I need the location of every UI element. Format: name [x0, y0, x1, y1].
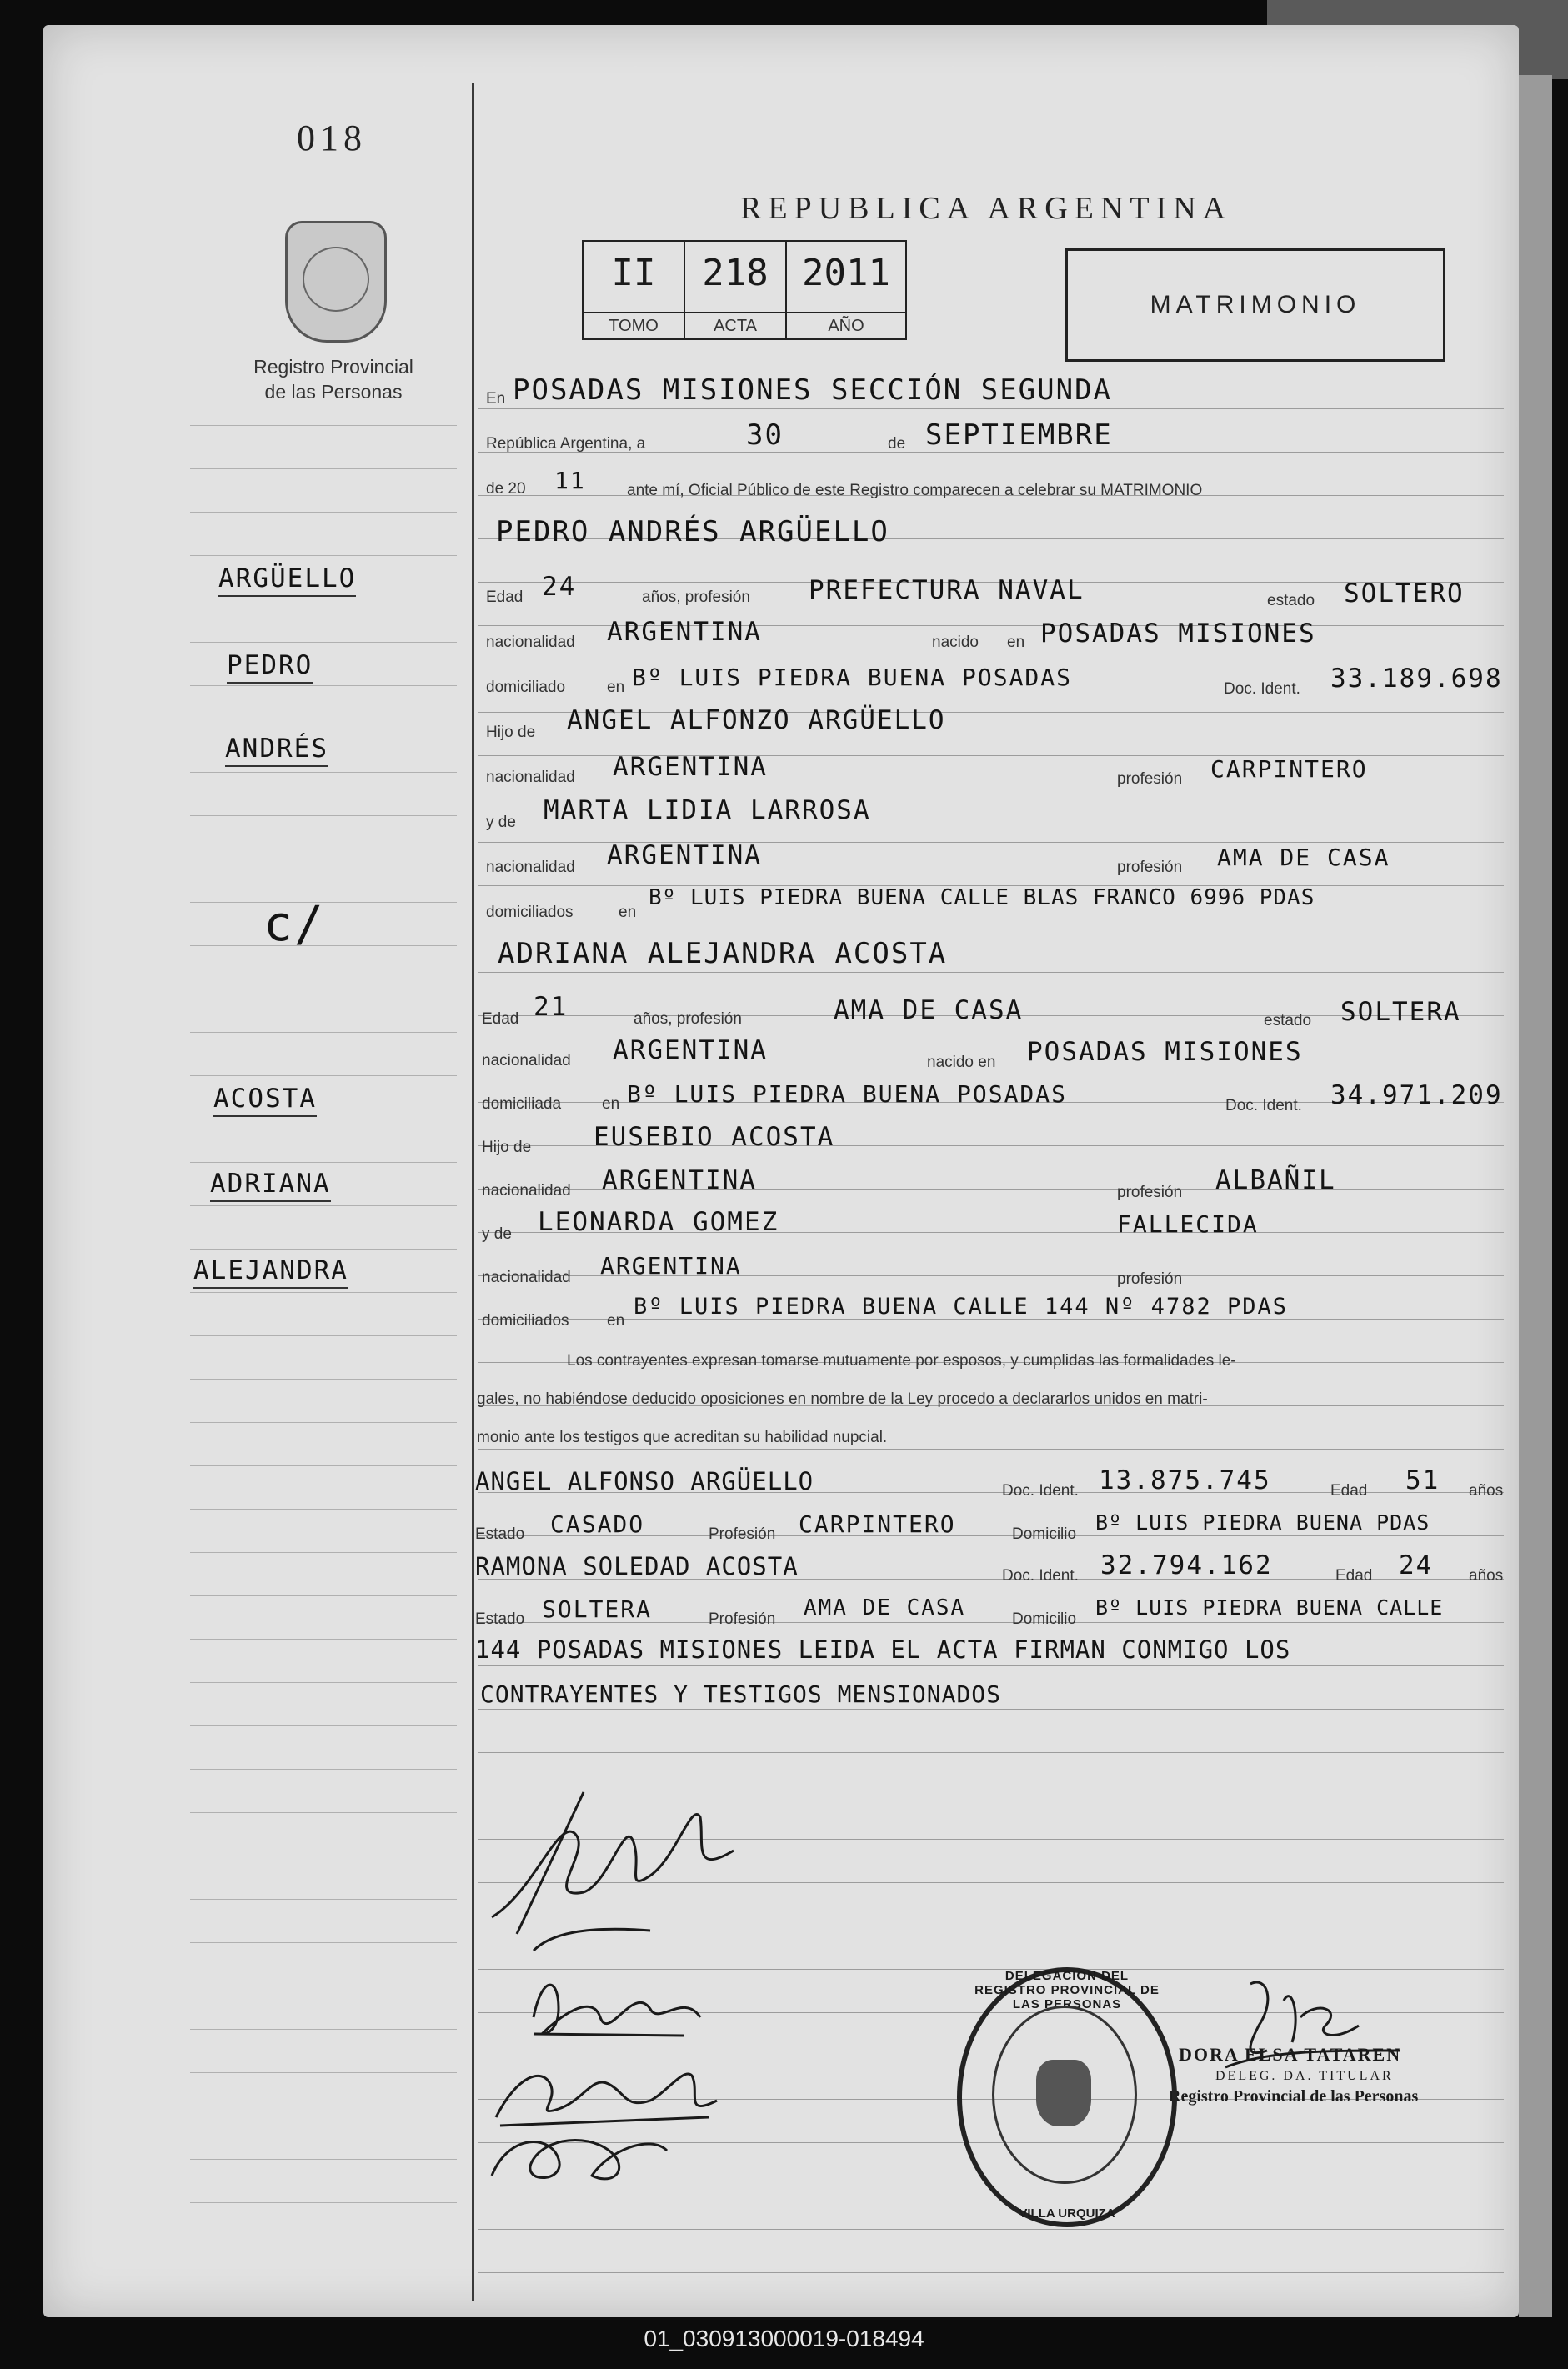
witness1-doc-label: Doc. Ident.: [1002, 1482, 1079, 1500]
witness1-address: Bº LUIS PIEDRA BUENA PDAS: [1095, 1510, 1430, 1535]
margin-ruled-line: [190, 2202, 457, 2203]
groom-domiciliados-en-label: en: [619, 904, 637, 921]
bride-father-nat: ARGENTINA: [602, 1165, 757, 1195]
ruled-line: [478, 972, 1504, 973]
official-office: Registro Provincial de las Personas: [1169, 2087, 1419, 2106]
groom-edad-label: Edad: [486, 588, 524, 606]
margin-ruled-line: [190, 772, 457, 773]
groom-born: POSADAS MISIONES: [1040, 619, 1316, 649]
witness1-doc: 13.875.745: [1099, 1465, 1271, 1495]
witness2-doc: 32.794.162: [1100, 1550, 1273, 1580]
witness2-profesion-label: Profesión: [709, 1610, 776, 1628]
bride-father-prof: ALBAÑIL: [1215, 1165, 1336, 1195]
place-value: POSADAS MISIONES SECCIÓN SEGUNDA: [513, 373, 1113, 407]
margin-ruled-line: [190, 2029, 457, 2030]
acta-cell: [685, 242, 787, 338]
margin-ruled-line: [190, 468, 457, 469]
margin-ruled-line: [190, 1725, 457, 1726]
official-name: DORA ELSA TATAREN: [1179, 2044, 1402, 2065]
groom-domiciliados-label: domiciliados: [486, 904, 574, 921]
margin-groom-name1: PEDRO: [227, 650, 313, 684]
margin-ruled-line: [190, 1595, 457, 1596]
margin-bride-name2: ALEJANDRA: [193, 1255, 348, 1289]
witness1-age: 51: [1405, 1465, 1440, 1495]
margin-ruled-line: [190, 555, 457, 556]
margin-ruled-line: [190, 512, 457, 513]
margin-ruled-line: [190, 815, 457, 816]
witness2-anos-label: años: [1469, 1567, 1504, 1585]
margin-conj: c/: [263, 895, 325, 952]
registry-line-2: de las Personas: [264, 381, 403, 403]
groom-mother-nat-label: nacionalidad: [486, 859, 575, 876]
bride-domiciliados-en-label: en: [607, 1312, 625, 1330]
ruled-line: [478, 1449, 1504, 1450]
margin-ruled-line: [190, 1682, 457, 1683]
groom-estado-label: estado: [1267, 592, 1315, 609]
bride-full-name: ADRIANA ALEJANDRA ACOSTA: [498, 937, 948, 970]
groom-domiciliado-label: domiciliado: [486, 679, 566, 696]
ruled-line: [478, 2229, 1504, 2230]
bride-hijo-label: Hijo de: [482, 1139, 532, 1156]
ruled-line: [478, 1709, 1504, 1710]
bride-father-nat-label: nacionalidad: [482, 1182, 571, 1200]
year-prefix: de 20: [486, 480, 526, 498]
ruled-line: [478, 2272, 1504, 2273]
groom-mother-prof: AMA DE CASA: [1217, 844, 1390, 871]
groom-parents-address: Bº LUIS PIEDRA BUENA CALLE BLAS FRANCO 6996 PDAS: [649, 885, 1315, 910]
witness2-age: 24: [1399, 1550, 1434, 1580]
anio-value: 2011: [802, 252, 890, 294]
bride-mother-nat-label: nacionalidad: [482, 1269, 571, 1286]
witness2-address: Bº LUIS PIEDRA BUENA CALLE: [1095, 1595, 1444, 1620]
anio-label: AÑO: [787, 312, 905, 338]
de-label: de: [888, 435, 906, 453]
bride-born: POSADAS MISIONES: [1027, 1037, 1303, 1067]
republica-label: República Argentina, a: [486, 435, 646, 453]
witness1-status: CASADO: [550, 1510, 645, 1538]
groom-nacido-label: nacido: [932, 634, 979, 651]
margin-ruled-line: [190, 642, 457, 643]
stamp-bottom-text: VILLA URQUIZA: [1019, 2206, 1115, 2221]
groom-nacido-en-label: en: [1007, 634, 1025, 651]
registry-line-1: Registro Provincial: [253, 356, 413, 378]
witness1-profession: CARPINTERO: [799, 1510, 956, 1538]
year-suffix: 11: [554, 467, 586, 494]
groom-mother: MARTA LIDIA LARROSA: [544, 795, 871, 825]
bride-mother-prof-label: profesión: [1117, 1270, 1183, 1288]
margin-ruled-line: [190, 1899, 457, 1900]
bride-father: EUSEBIO ACOSTA: [594, 1122, 835, 1152]
margin-ruled-line: [190, 1032, 457, 1033]
declaration-line-2: gales, no habiéndose deducido oposiciones en nombre de la Ley procedo a declararlos unidos en matri-: [477, 1390, 1208, 1408]
margin-bride-surname: ACOSTA: [213, 1084, 317, 1117]
footer-code: 01_030913000019-018494: [644, 2326, 924, 2351]
acta-label: ACTA: [685, 312, 785, 338]
margin-ruled-line: [190, 425, 457, 426]
bride-nacionalidad-label: nacionalidad: [482, 1052, 571, 1069]
margin-ruled-line: [190, 1769, 457, 1770]
republic-title: REPUBLICA ARGENTINA: [740, 191, 1233, 226]
margin-ruled-line: [190, 1552, 457, 1553]
groom-y-de-label: y de: [486, 814, 516, 831]
margin-ruled-line: [190, 1335, 457, 1336]
groom-mother-prof-label: profesión: [1117, 859, 1183, 876]
groom-age: 24: [542, 572, 577, 602]
margin-ruled-line: [190, 1292, 457, 1293]
margin-ruled-line: [190, 1205, 457, 1206]
groom-hijo-label: Hijo de: [486, 724, 536, 741]
ruled-line: [478, 408, 1504, 409]
signatures-icon: [483, 1767, 834, 2184]
ruled-line: [478, 1752, 1504, 1753]
margin-ruled-line: [190, 1075, 457, 1076]
tomo-cell: [584, 242, 685, 338]
bride-doc-label: Doc. Ident.: [1225, 1097, 1302, 1114]
margin-ruled-line: [190, 685, 457, 686]
bride-edad-label: Edad: [482, 1010, 519, 1028]
margin-ruled-line: [190, 2159, 457, 2160]
witness1-profesion-label: Profesión: [709, 1525, 776, 1543]
en-label: En: [486, 390, 506, 408]
month-value: SEPTIEMBRE: [925, 418, 1113, 452]
registry-name: [225, 354, 442, 404]
groom-doc: 33.189.698: [1330, 664, 1503, 694]
margin-bride-name1: ADRIANA: [210, 1169, 331, 1202]
day-value: 30: [746, 418, 784, 452]
groom-doc-label: Doc. Ident.: [1224, 680, 1300, 698]
witness1-estado-label: Estado: [475, 1525, 525, 1543]
bride-domicilio-en-label: en: [602, 1095, 620, 1113]
bride-nacido-label: nacido en: [927, 1054, 996, 1071]
bride-doc: 34.971.209: [1330, 1080, 1503, 1110]
margin-ruled-line: [190, 1249, 457, 1250]
witness1-edad-label: Edad: [1330, 1482, 1368, 1500]
margin-ruled-line: [190, 1422, 457, 1423]
margin-ruled-line: [190, 1379, 457, 1380]
tomo-acta-anio-box: [582, 240, 907, 340]
margin-ruled-line: [190, 1465, 457, 1466]
groom-father: ANGEL ALFONZO ARGÜELLO: [567, 705, 946, 735]
groom-father-prof: CARPINTERO: [1210, 755, 1368, 783]
bride-age: 21: [534, 992, 569, 1022]
declaration-line-3: monio ante los testigos que acreditan su habilidad nupcial.: [477, 1429, 888, 1446]
margin-divider: [472, 83, 474, 2301]
groom-nationality: ARGENTINA: [607, 617, 762, 647]
groom-father-prof-label: profesión: [1117, 770, 1183, 788]
document-type-box: MATRIMONIO: [1065, 248, 1445, 362]
groom-address: Bº LUIS PIEDRA BUENA POSADAS: [632, 664, 1073, 691]
misiones-seal-icon: [285, 221, 387, 343]
groom-profession: PREFECTURA NAVAL: [809, 575, 1085, 605]
witness1-anos-label: años: [1469, 1482, 1504, 1500]
bride-mother-nat: ARGENTINA: [600, 1252, 742, 1280]
bride-domiciliados-label: domiciliados: [482, 1312, 569, 1330]
bride-nationality: ARGENTINA: [613, 1035, 768, 1065]
witness2-estado-label: Estado: [475, 1610, 525, 1628]
groom-nacionalidad-label: nacionalidad: [486, 634, 575, 651]
bride-status: SOLTERA: [1340, 997, 1461, 1027]
witness1-domicilio-label: Domicilio: [1012, 1525, 1077, 1543]
bride-estado-label: estado: [1264, 1012, 1312, 1029]
bride-father-prof-label: profesión: [1117, 1184, 1183, 1201]
ruled-line: [478, 1665, 1504, 1666]
stamp-top-text: DELEGACION DEL REGISTRO PROVINCIAL DE LAS PERSONAS: [974, 1969, 1160, 2011]
bride-profesion-label: años, profesión: [634, 1010, 742, 1028]
witness2-domicilio-label: Domicilio: [1012, 1610, 1077, 1628]
anio-cell: [787, 242, 905, 338]
bride-domiciliada-label: domiciliada: [482, 1095, 562, 1113]
acta-value: 218: [702, 252, 769, 294]
closing-line-2: CONTRAYENTES Y TESTIGOS MENSIONADOS: [480, 1680, 1002, 1708]
groom-domicilio-en-label: en: [607, 679, 625, 696]
witness2-edad-label: Edad: [1335, 1567, 1373, 1585]
tomo-label: TOMO: [584, 312, 684, 338]
margin-ruled-line: [190, 1812, 457, 1813]
bride-profession: AMA DE CASA: [834, 995, 1024, 1025]
registry-stamp-icon: [957, 1967, 1177, 2227]
margin-ruled-line: [190, 1509, 457, 1510]
bride-address: Bº LUIS PIEDRA BUENA POSADAS: [627, 1080, 1068, 1108]
witness2-status: SOLTERA: [542, 1595, 653, 1623]
margin-ruled-line: [190, 1162, 457, 1163]
groom-father-nat: ARGENTINA: [613, 752, 768, 782]
bride-y-de-label: y de: [482, 1225, 512, 1243]
margin-groom-surname: ARGÜELLO: [218, 563, 356, 597]
page-number: 018: [297, 118, 367, 158]
official-role: DELEG. DA. TITULAR: [1215, 2069, 1394, 2083]
groom-mother-nat: ARGENTINA: [607, 840, 762, 870]
ante-text: ante mí, Oficial Público de este Registro comparecen a celebrar su MATRIMONIO: [627, 482, 1203, 499]
margin-ruled-line: [190, 1942, 457, 1943]
groom-full-name: PEDRO ANDRÉS ARGÜELLO: [496, 515, 889, 548]
margin-ruled-line: [190, 1639, 457, 1640]
margin-groom-name2: ANDRÉS: [225, 734, 328, 767]
margin-ruled-line: [190, 2072, 457, 2073]
groom-profesion-label: años, profesión: [642, 588, 750, 606]
declaration-line-1: Los contrayentes expresan tomarse mutuamente por esposos, y cumplidas las formalidades le-: [567, 1352, 1236, 1370]
tomo-value: II: [611, 252, 656, 294]
bride-mother: LEONARDA GOMEZ: [538, 1207, 779, 1237]
witness2-doc-label: Doc. Ident.: [1002, 1567, 1079, 1585]
witness2-name: RAMONA SOLEDAD ACOSTA: [475, 1552, 799, 1580]
groom-status: SOLTERO: [1344, 578, 1465, 609]
witness1-name: ANGEL ALFONSO ARGÜELLO: [475, 1467, 814, 1495]
book-edge: [1519, 75, 1552, 2317]
witness2-profession: AMA DE CASA: [804, 1595, 966, 1620]
bride-parents-address: Bº LUIS PIEDRA BUENA CALLE 144 Nº 4782 PDAS: [634, 1294, 1288, 1320]
closing-line-1: 144 POSADAS MISIONES LEIDA EL ACTA FIRMAN CONMIGO LOS: [475, 1635, 1291, 1664]
bride-mother-note: FALLECIDA: [1117, 1210, 1259, 1238]
groom-father-nat-label: nacionalidad: [486, 769, 575, 786]
